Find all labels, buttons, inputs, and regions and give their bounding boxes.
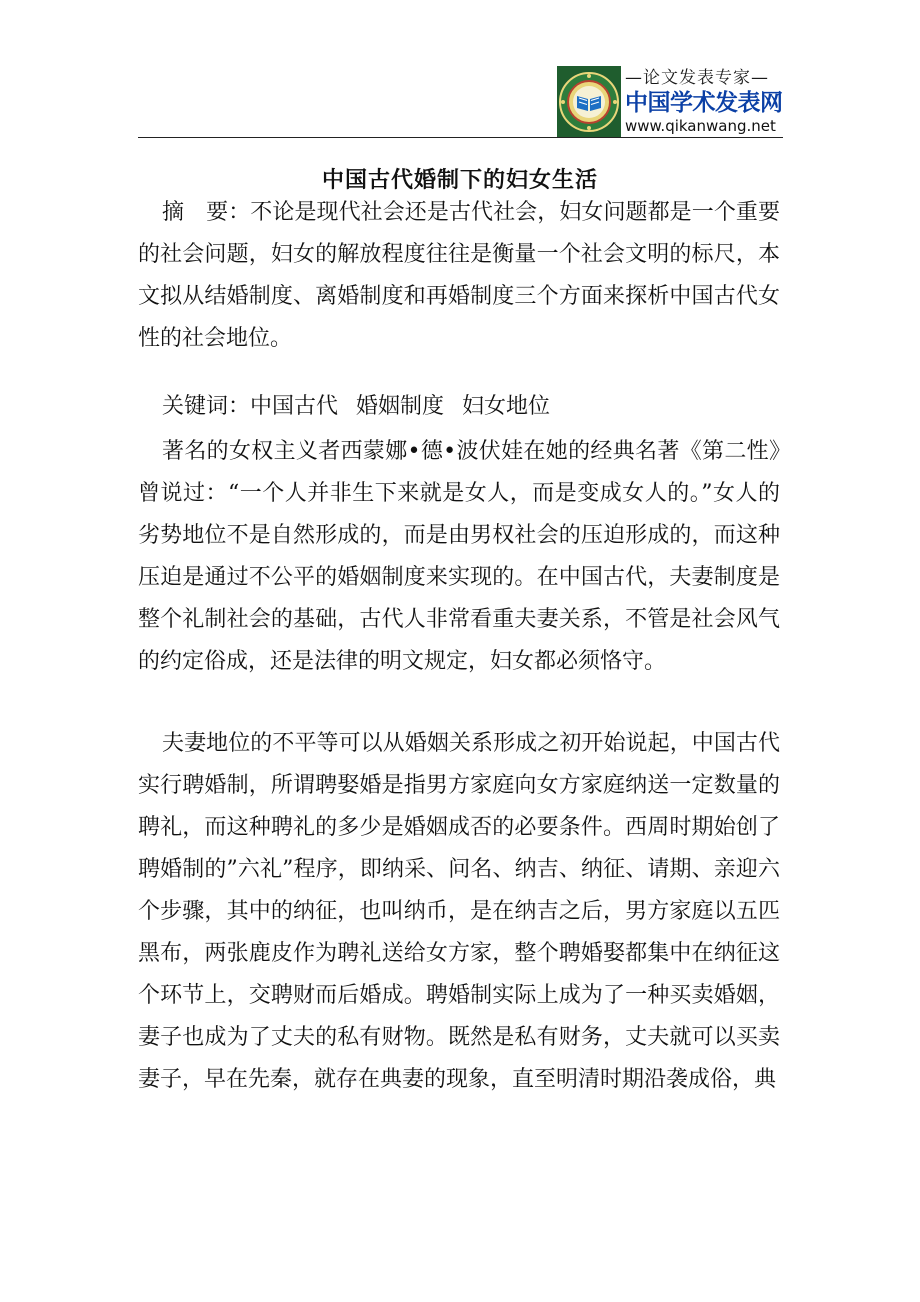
logo-slogan: —论文发表专家—	[625, 68, 769, 88]
logo-url[interactable]: www.qikanwang.net	[625, 117, 776, 135]
keyword-item: 婚姻制度	[356, 394, 445, 419]
article-title: 中国古代婚制下的妇女生活	[321, 166, 598, 193]
abstract-paragraph	[138, 192, 780, 360]
logo-text-group	[621, 66, 783, 138]
body-paragraph-1: 著名的女权主义者西蒙娜•德•波伏娃在她的经典名著《第二性》曾说过：“一个人并非生下来就是女人，而是变成女人的。”女人的劣势地位不是自然形成的，而是由男权社会的压迫形成的，而这种压迫是通过不公平的婚姻制度来实现的。在中国古代，夫妻制度是整个礼制社会的基础，古代人非常看重夫妻关系，不管是社会风气的约定俗成，还是法律的明文规定，妇女都必须恪守。	[138, 439, 780, 674]
header-divider	[138, 137, 783, 138]
site-logo[interactable]	[557, 66, 783, 138]
abstract-text: 不论是现代社会还是古代社会，妇女问题都是一个重要的社会问题，妇女的解放程度往往是衡量一个社会文明的标尺，本文拟从结婚制度、离婚制度和再婚制度三个方面来探析中国古代女性的社会地位。	[138, 200, 780, 351]
body-paragraph-2: 夫妻地位的不平等可以从婚姻关系形成之初开始说起，中国古代实行聘婚制，所谓聘娶婚是指男方家庭向女方家庭纳送一定数量的聘礼，而这种聘礼的多少是婚姻成否的必要条件。西周时期始创了聘婚制的”六礼”程序，即纳采、问名、纳吉、纳征、请期、亲迎六个步骤，其中的纳征，也叫纳币，是在纳吉之后，男方家庭以五匹黑布，两张鹿皮作为聘礼送给女方家，整个聘婚娶都集中在纳征这个环节上，交聘财而后婚成。聘婚制实际上成为了一种买卖婚姻，妻子也成为了丈夫的私有财物。既然是私有财务，丈夫就可以买卖妻子，早在先秦，就存在典妻的现象，直至明清时期沿袭成俗，典	[138, 731, 780, 1092]
keywords-label: 关键词：	[162, 394, 251, 419]
keyword-item: 妇女地位	[462, 394, 551, 419]
abstract-label: 摘 要：	[162, 200, 251, 225]
seal-emblem-icon	[557, 66, 621, 138]
keywords-paragraph	[138, 386, 780, 428]
keyword-item: 中国古代	[250, 394, 339, 419]
logo-site-name: 中国学术发表网	[625, 90, 783, 116]
